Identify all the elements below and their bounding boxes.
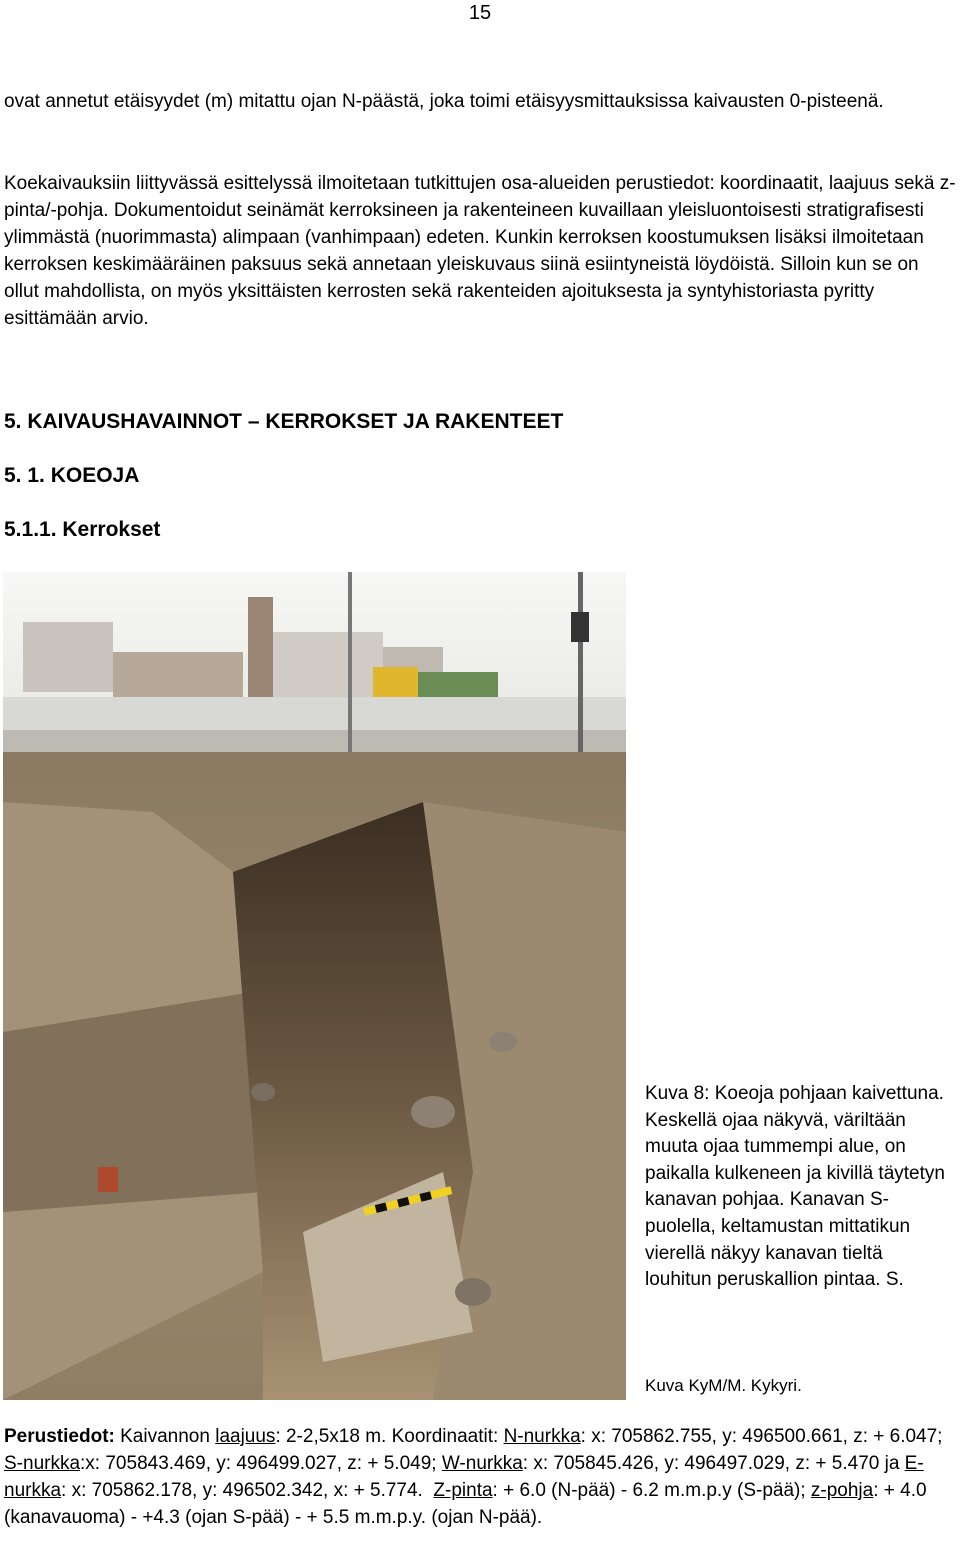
- basic-information: [4, 1423, 956, 1531]
- subsection-heading: 5. 1. KOEOJA: [4, 464, 140, 487]
- n-nurkka-term: N-nurkka: [503, 1426, 581, 1447]
- section-heading: 5. KAIVAUSHAVAINNOT – KERROKSET JA RAKENTEET: [4, 410, 564, 433]
- basic-text: Kaivannon: [114, 1426, 216, 1447]
- basic-label: Perustiedot:: [4, 1426, 115, 1447]
- w-nurkka-term: W-nurkka: [441, 1453, 523, 1474]
- paragraph-distances: ovat annetut etäisyydet (m) mitattu ojan N-päästä, joka toimi etäisyysmittauksissa kaivausten 0-pisteenä.: [4, 91, 884, 112]
- laajuus-term: laajuus: [215, 1426, 276, 1447]
- basic-text: : x: 705845.426, y: 496497.029, z: + 5.470 ja: [522, 1453, 905, 1474]
- paragraph-methods: Koekaivauksiin liittyvässä esittelyssä ilmoitetaan tutkittujen osa-alueiden perustiedot: koordinaatit, laajuus sekä z-pinta/-pohja. Dokumentoidut seinämät kerroksineen ja rakenteineen kuvaillaan yleisluontoisesti stratigrafisesti ylimmästä (nuorimmasta) alimpaan (vanhimpaan) edeten. Kunkin kerroksen koostumuksen lisäksi ilmoitetaan kerroksen keskimääräinen paksuus sekä annetaan yleiskuvaus siinä esiintyneistä löydöistä. Silloin kun se on ollut mahdollista, on myös yksittäisten kerrosten sekä rakenteiden ajoituksesta ja syntyhistoriasta pyritty esittämään arvio.: [4, 173, 956, 329]
- page-number: 15: [468, 2, 492, 24]
- basic-text: : 2-2,5x18 m. Koordinaatit:: [275, 1426, 504, 1447]
- basic-text: : x: 705862.178, y: 496502.342, x: + 5.774.: [61, 1480, 434, 1501]
- z-pinta-term: Z-pinta: [433, 1480, 493, 1501]
- photo-credit: Kuva KyM/M. Kykyri.: [645, 1376, 802, 1395]
- basic-text: : x: 705862.755, y: 496500.661, z: + 6.047;: [580, 1426, 943, 1447]
- basic-text: :x: 705843.469, y: 496499.027, z: + 5.049;: [80, 1453, 442, 1474]
- excavation-photo: [3, 572, 626, 1400]
- z-pohja-term: z-pohja: [810, 1480, 874, 1501]
- subsubsection-heading: 5.1.1. Kerrokset: [4, 518, 161, 541]
- basic-text: : + 6.0 (N-pää) - 6.2 m.m.p.y (S-pää);: [492, 1480, 811, 1501]
- s-nurkka-term: S-nurkka: [4, 1453, 81, 1474]
- e-nurkka-term: E-nurkka: [4, 1453, 924, 1501]
- basic-text: : + 4.0 (kanavauoma) - +4.3 (ojan S-pää) - + 5.5 m.m.p.y. (ojan N-pää).: [4, 1480, 927, 1528]
- figure-caption: Kuva 8: Koeoja pohjaan kaivettuna. Keskellä ojaa näkyvä, väriltään muuta ojaa tummempi alue, on paikalla kulkeneen ja kivillä täytetyn kanavan pohjaa. Kanavan S-puolella, keltamustan mittatikun vierellä näkyy kanavan tieltä louhitun peruskallion pintaa. S.: [645, 1083, 945, 1291]
